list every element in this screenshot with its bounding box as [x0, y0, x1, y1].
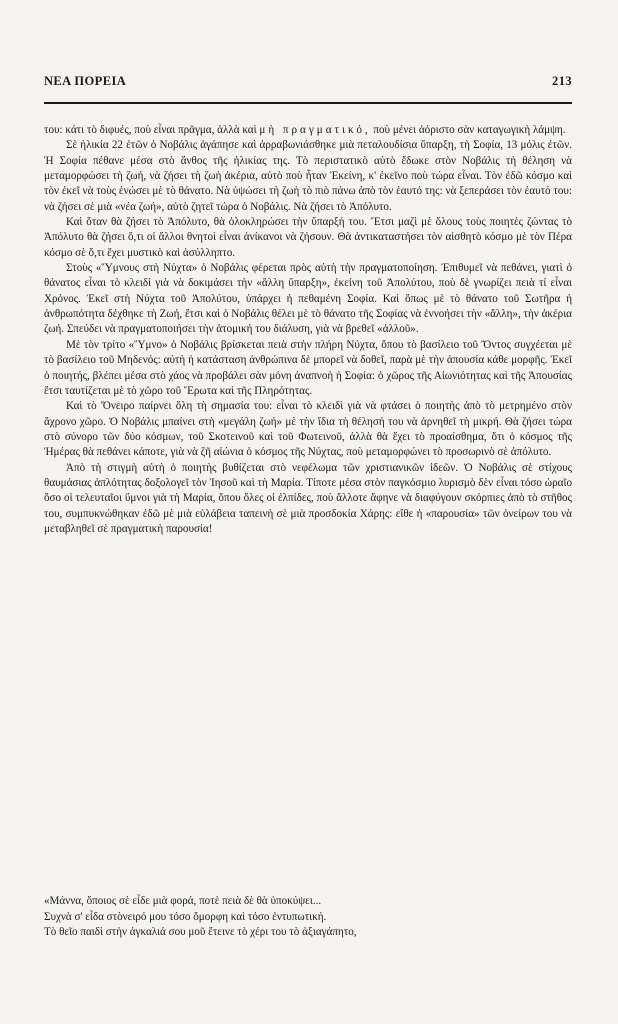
paragraph-3: Καὶ ὅταν θὰ ζήσει τὸ Ἀπόλυτο, θὰ ὁλοκληρώσει τὴν ὕπαρξή του. Ἔτσι μαζὶ μὲ ὅλους τοὺς ποιητὲς ζώντας τὸ Ἀπόλυτο θὰ ζήσει ὅ,τι οἱ ἄλλοι θνητοὶ εἶναι ἀνίκανοι νὰ ζήσουν. Θὰ ἀντικαταστήσει τὸν αἰσθητὸ κόσμο μὲ τὸν Πέρα κόσμο σὲ ὅ,τι ἔχει μυστικὸ καὶ ἀσύλληπτο.: [44, 216, 572, 259]
poem-line-2: Συχνὰ σ' εἶδα στὸνειρό μου τόσο ὄμορφη καὶ τόσο ἐντυπωτική.: [44, 910, 327, 923]
poem-quote: [44, 894, 572, 941]
paragraph-6: Καὶ τὸ Ὄνειρο παίρνει ὅλη τὴ σημασία του: εἶναι τὸ κλειδὶ γιὰ νὰ φτάσει ὁ ποιητὴς ἀπὸ τὸ μετρημένο στὸν ἄχρονο χῶρο. Ὁ Νοβάλις μπαίνει στὴ «μεγάλη ζωή» μὲ τὴν ἴδια τὴ θέλησή του νὰ ἀρνηθεῖ τὴ μικρή. Θὰ ζήσει τώρα στὸ σύνορο τῶν δύο κόσμων, τοῦ Σκοτεινοῦ καὶ τοῦ Φωτεινοῦ, ἀλλὰ θὰ ἔχει τὸ προαίσθημα, ὅτι ὁ κόσμος τῆς Ἡμέρας θὰ πεθάνει κάποτε, γιὰ νὰ ζῆ αἰώνια ὁ κόσμος τῆς Νύχτας, ποὺ μεταμορφώνει τὸ προσωρινὸ σὲ ἀπόλυτο.: [44, 400, 572, 459]
page-number: 213: [552, 74, 572, 88]
running-header: [44, 74, 572, 89]
article-body: [44, 123, 572, 537]
header-rule: [44, 102, 572, 104]
paragraph-1: [44, 123, 572, 138]
paragraph-5: Μὲ τὸν τρίτο «Ὕμνο» ὁ Νοβάλις βρίσκεται πειὰ στὴν πλήρη Νύχτα, ὅπου τὸ βασίλειο τοῦ Ὄντος συγχέεται μὲ τὸ βασίλειο τοῦ Μηδενός: αὐτὴ ἡ κατάσταση ἀνθρώπινα δὲ μπορεῖ νὰ δοθεῖ, παρὰ μὲ τὴν ἀπουσία κάθε μορφῆς. Ἐκεῖ ὁ ποιητής, βλέπει μέσα στὸ χάος νὰ προβάλει σὰν μόνη ἀναπνοὴ ἡ Σοφία: ὁ χῶρος τῆς Αἰωνιότητας καὶ τῆς Ἀπουσίας ἔτσι ταυτίζεται μὲ τὸ χῶρο τοῦ Ἔρωτα καὶ τῆς Πληρότητας.: [44, 338, 572, 397]
paragraph-1-text-a: του: κάτι τὸ διφυές, ποὺ εἶναι πρᾶγμα, ἀλλὰ καὶ: [44, 124, 260, 136]
paragraph-2: Σὲ ἡλικία 22 ἐτῶν ὁ Νοβάλις ἀγάπησε καὶ ἀρραβωνιάσθηκε μιὰ πεταλουδίσια ὕπαρξη, τὴ Σοφία, 13 μόλις ἐτῶν. Ἡ Σοφία πέθανε μέσα στὸ ἄνθος τῆς ἡλικίας της. Τὸ περιστατικὸ αὐτὸ ἔδωκε στὸν Νοβάλις τὴ θέληση νὰ μεταμορφώσει τὴ ζωή, νὰ ζήσει τὴ ζωὴ ἀκέρια, αὐτὸ ποὺ ἦταν Ἐκείνη, κ' ἐκεῖνο ποὺ τώρα εἶναι. Τὸν ἐδῶ κόσμο καὶ τὸν ἐκεῖ νὰ τοὺς ἑνώσει μὲ τὸ θάνατο. Νὰ ὑψώσει τὴ ζωὴ τὸ πιὸ πάνω ἀπὸ τὸν ἑαυτό της: νὰ ξεπεράσει τὸν ἑαυτό του: νὰ ζήσει σὲ μιὰ «νέα ζωή», αὐτὸ ζητεῖ τώρα ὁ Νοβάλις. Νὰ ζήσει τὸ Ἀπόλυτο.: [44, 139, 572, 213]
poem-line-3: Τὸ θεῖο παιδὶ στὴν ἀγκαλιά σου μοῦ ἔτεινε τὸ χέρι του τὸ ἀξιαγάπητο,: [44, 926, 357, 939]
paragraph-4: Στοὺς «Ὕμνους στὴ Νύχτα» ὁ Νοβάλις φέρεται πρὸς αὐτὴ τὴν πραγματοποίηση. Ἐπιθυμεῖ νὰ πεθάνει, γιατὶ ὁ θάνατος εἶναι τὸ κλειδὶ γιὰ νὰ δοκιμάσει τὴν «ἄλλη ὕπαρξη», ἐκείνη τοῦ Ἀπολύτου, ποὺ δὲ γνωρίζει πειὰ τί εἶναι Χρόνος. Ἐκεῖ στὴ Νύχτα τοῦ Ἀπολύτου, ὑπάρχει ἡ πεθαμένη Σοφία. Καὶ ὅπως μὲ τὸ θάνατο τοῦ Σωτῆρα ἡ ἀνθρωπότητα δέχθηκε τὴ Ζωή, ἔτσι καὶ ὁ Νοβάλις θέλει μὲ τὸ θάνατο τῆς Σοφίας νὰ ἐννοήσει τὴν «ἄλλη», τὴν ἀκέρια ζωή. Σπεύδει νὰ πραγματοποιήσει τὴν ἀτομική του διάλυση, γιὰ νὰ βρεθεῖ «ἀλλοῦ».: [44, 262, 572, 336]
journal-title: ΝΕΑ ΠΟΡΕΙΑ: [44, 74, 127, 88]
paragraph-1-spaced-emphasis: μὴ πραγματικό,: [259, 124, 371, 136]
paragraph-1-text-b: ποὺ μένει ἀόριστο σὰν καταγωγικὴ λάμψη.: [370, 124, 566, 136]
poem-line-1: «Μάννα, ὅποιος σὲ εἶδε μιὰ φορά, ποτὲ πειὰ δὲ θὰ ὑποκύψει...: [44, 895, 322, 907]
paragraph-7: Ἀπὸ τὴ στιγμὴ αὐτὴ ὁ ποιητὴς βυθίζεται στὸ νεφέλωμα τῶν χριστιανικῶν ἰδεῶν. Ὁ Νοβάλις σὲ στίχους θαυμάσιας ἁπλότητας δοξολογεῖ τὸν Ἰησοῦ καὶ τὴ Μαρία. Τίποτε μέσα στὸν παγκόσμιο λυρισμὸ δὲν εἶναι τόσο ὡραῖο ὅσο οἱ τελευταῖοι ὕμνοι γιὰ τὴ Μαρία, ὅπου ὅλες οἱ ἐλπίδες, ποὺ ἄλλοτε ἄφηνε νὰ διαφύγουν σκόρπιες ἀπὸ τὸ στῆθος του, συμπυκνώθηκαν ἐδῶ μὲ μιὰ εὐλάβεια ταπεινὴ σὲ μιὰ προσδοκία Χάρης: εἴθε ἡ «παρουσία» τῶν ὀνείρων του νὰ μεταβληθεῖ σὲ πραγματικὴ παρουσία!: [44, 461, 572, 535]
